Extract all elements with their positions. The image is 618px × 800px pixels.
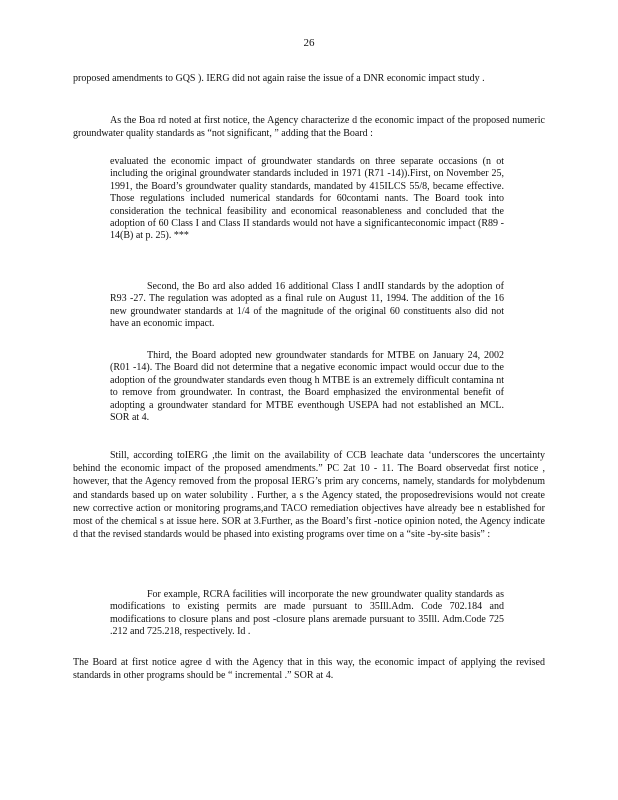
paragraph-incremental-impact: The Board at first notice agree d with the Agency that in this way, the economic impact of applying the revised standards in other programs should be “ incremental .” SOR at 4. bbox=[73, 657, 545, 682]
paragraph-agency-characterization: As the Boa rd noted at first notice, the Agency characterize d the economic impact of the proposed numeric groundwater quality standards as “not significant, ” adding that the Board : bbox=[73, 115, 545, 140]
block-quote-first-occasion: evaluated the economic impact of groundwater standards on three separate occasions (n ot including the original groundwater standards included in 1971 (R71 -14)).First, on November 25, 1991, the Board’s groundwater quality standards, mandated by 415ILCS 55/8, became effective. Those regulations included numerical standards for 60contami nants. The Board took into consideration the technical feasibility and economical reasonableness and concluded that the adoption of 60 Class I and Class II standards would not have a significanteconomic impact (R89 - 14(B) at p. 25). *** bbox=[110, 156, 504, 242]
block-quote-third-occasion: Third, the Board adopted new groundwater standards for MTBE on January 24, 2002 (R01 -14). The Board did not determine that a negative economic impact would occur due to the adoption of the groundwater standards even thoug h MTBE is an extremely difficult contamina nt to remove from groundwater. In contrast, the Board emphasized the environmental benefit of adopting a groundwater standard for MTBE eventhough USEPA had not established an MCL. SOR at 4. bbox=[110, 350, 504, 424]
paragraph-ierg-leachate-data: Still, according toIERG ,the limit on the availability of CCB leachate data ‘underscores the uncertainty behind the economic impact of the proposed amendments.” PC 2at 10 - 11. The Board observedat first notice , however, that the Agency removed from the proposal IERG’s prim ary concerns, namely, standards for molybdenum and standards based up on water solubility . Further, a s the Agency stated, the proposedrevisions would not create new corrective action or monitoring programs,and TACO remediation objectives have already bee n established for most of the chemical s at issue here. SOR at 3.Further, as the Board’s first -notice opinion noted, the Agency indicate d that the revised standards would be phased into existing programs over time on a “site -by-site basis” : bbox=[73, 450, 545, 541]
paragraph-dnr-study: proposed amendments to GQS ). IERG did not again raise the issue of a DNR economic impact study . bbox=[73, 73, 485, 84]
page-number: 26 bbox=[303, 37, 315, 49]
block-quote-rcra-facilities: For example, RCRA facilities will incorporate the new groundwater quality standards as modifications to existing permits are made pursuant to 35Ill.Adm. Code 702.184 and modifications to closure plans and post -closure plans aremade pursuant to 35Ill. Adm.Code 725 .212 and 725.218, respectively. Id . bbox=[110, 589, 504, 638]
block-quote-second-occasion: Second, the Bo ard also added 16 additional Class I andII standards by the adoption of R93 -27. The regulation was adopted as a final rule on August 11, 1994. The addition of the 16 new groundwater standards at 1/4 of the magnitude of the original 60 constituents also did not have an economic impact. bbox=[110, 281, 504, 330]
